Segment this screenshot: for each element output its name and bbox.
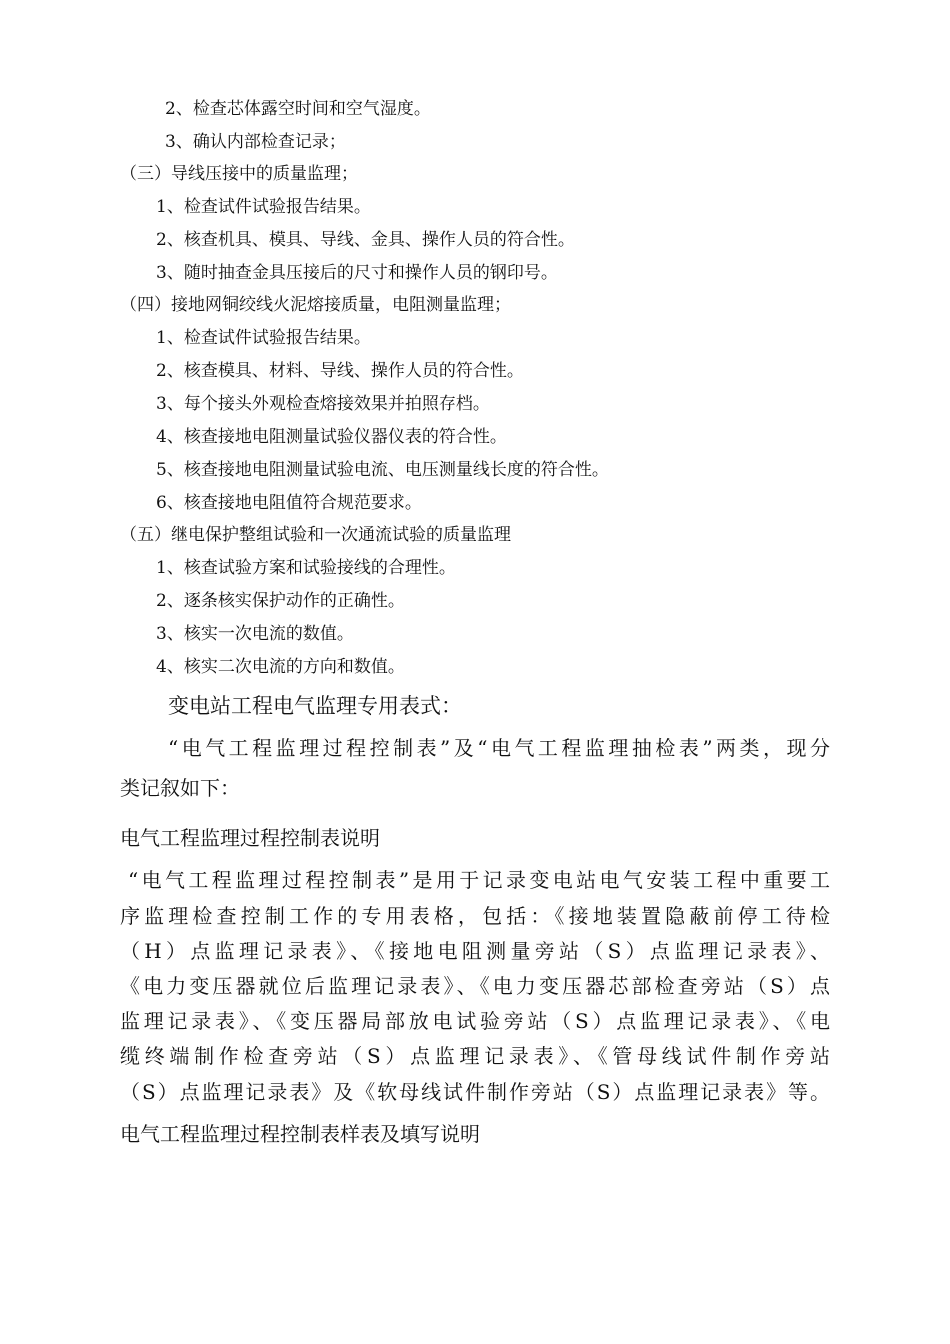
- intro-line: 类记叙如下：: [120, 776, 240, 800]
- paragraph-line: 监理记录表》、《变压器局部放电试验旁站（S）点监理记录表》、《电: [120, 1009, 830, 1033]
- list-item: 2、逐条核实保护动作的正确性。: [156, 591, 405, 611]
- list-item: 4、核实二次电流的方向和数值。: [156, 657, 405, 677]
- list-item: 3、每个接头外观检查熔接效果并拍照存档。: [156, 394, 490, 414]
- list-item: 6、核查接地电阻值符合规范要求。: [156, 493, 422, 513]
- list-item: 1、检查试件试验报告结果。: [156, 197, 371, 217]
- paragraph-line: 缆终端制作检查旁站（S）点监理记录表》、《管母线试件制作旁站: [120, 1044, 830, 1068]
- section-heading-4: （四）接地网铜绞线火泥熔接质量，电阻测量监理；: [120, 295, 511, 315]
- list-item: 5、核查接地电阻测量试验电流、电压测量线长度的符合性。: [156, 460, 609, 480]
- paragraph-line: 序监理检查控制工作的专用表格，包括：《接地装置隐蔽前停工待检: [120, 904, 830, 928]
- list-item: 3、确认内部检查记录；: [165, 132, 346, 152]
- section-heading-5: （五）继电保护整组试验和一次通流试验的质量监理: [120, 525, 511, 545]
- list-item: 1、核查试验方案和试验接线的合理性。: [156, 558, 456, 578]
- list-item: 1、检查试件试验报告结果。: [156, 328, 371, 348]
- list-item: 3、核实一次电流的数值。: [156, 624, 354, 644]
- paragraph-line: （S）点监理记录表》及《软母线试件制作旁站（S）点监理记录表》等。: [120, 1080, 830, 1104]
- subheading-control-table: 电气工程监理过程控制表说明: [120, 826, 380, 850]
- subheading-sample-table: 电气工程监理过程控制表样表及填写说明: [120, 1122, 480, 1146]
- paragraph-line: “电气工程监理过程控制表”是用于记录变电站电气安装工程中重要工: [128, 868, 830, 892]
- section-heading-3: （三）导线压接中的质量监理；: [120, 164, 358, 184]
- list-item: 2、核查模具、材料、导线、操作人员的符合性。: [156, 361, 524, 381]
- intro-line: “电气工程监理过程控制表”及“电气工程监理抽检表”两类，现分: [168, 736, 830, 760]
- list-item: 4、核查接地电阻测量试验仪器仪表的符合性。: [156, 427, 507, 447]
- list-item: 3、随时抽查金具压接后的尺寸和操作人员的钢印号。: [156, 263, 558, 283]
- paragraph-line: （H）点监理记录表》、《接地电阻测量旁站（S）点监理记录表》、: [120, 939, 830, 963]
- list-item: 2、检查芯体露空时间和空气湿度。: [165, 99, 431, 119]
- list-item: 2、核查机具、模具、导线、金具、操作人员的符合性。: [156, 230, 575, 250]
- paragraph-line: 《电力变压器就位后监理记录表》、《电力变压器芯部检查旁站（S）点: [120, 974, 830, 998]
- page-heading: 变电站工程电气监理专用表式：: [168, 694, 462, 718]
